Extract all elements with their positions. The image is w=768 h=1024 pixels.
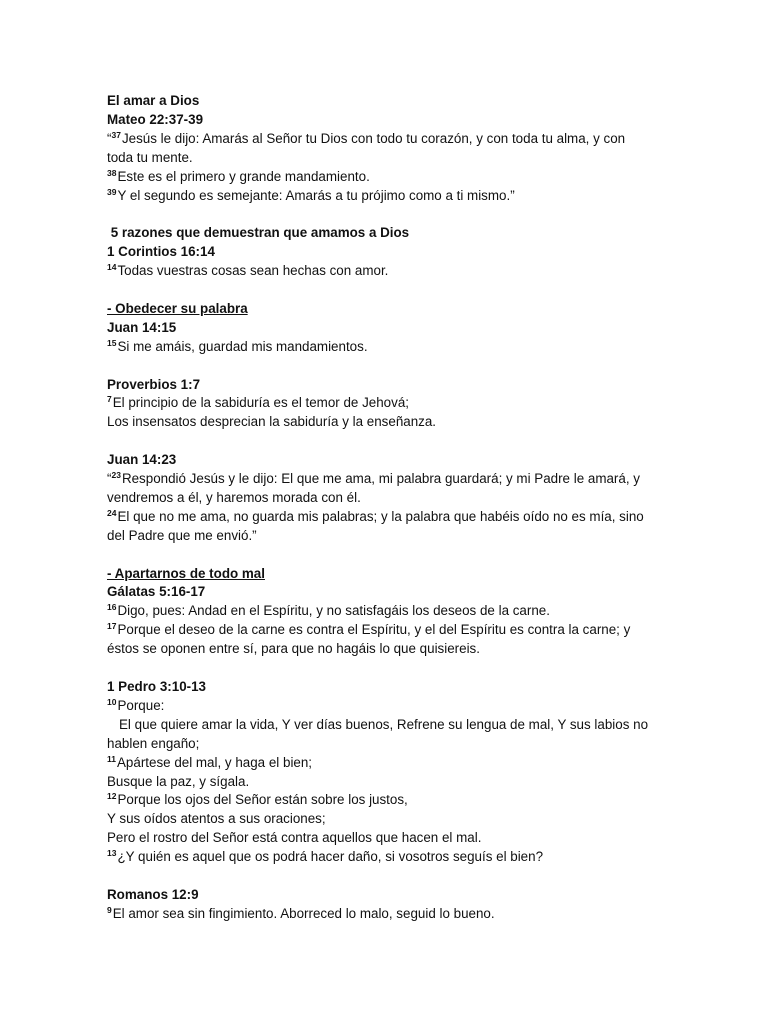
reference-mateo: Mateo 22:37-39 <box>107 111 204 127</box>
verse-j23: “$^{23}$Respondió Jesús y le dijo: El que me ama, mi palabra guardará; y mi Padre le amará, y <box>107 470 640 487</box>
verse-p7-cont: Los insensatos desprecian la sabiduría y la enseñanza. <box>107 414 437 430</box>
reference-pedro: 1 Pedro 3:10-13 <box>107 679 206 694</box>
verse-c14: $^{14}$Todas vuestras cosas sean hechas con amor. <box>107 262 389 279</box>
verse-38: $^{38}$Este es el primero y grande mandamiento. <box>107 167 370 184</box>
verse-p10-cont: El que quiere amar la vida, Y ver días buenos, Refrene su lengua de mal, Y sus labios no <box>119 716 649 732</box>
reference-proverbios: Proverbios 1:7 <box>107 376 201 392</box>
verse-g16: $^{16}$Digo, pues: Andad en el Espíritu, y no satisfagáis los deseos de la carne. <box>107 602 550 619</box>
verse-p12-cont: Y sus oídos atentos a sus oraciones; <box>107 811 326 827</box>
verse-p11: $^{11}$Apártese del mal, y haga el bien; <box>107 753 313 770</box>
verse-r9: $^9$El amor sea sin fingimiento. Aborreced lo malo, seguid lo bueno. <box>107 904 495 921</box>
verse-p13: $^{13}$¿Y quién es aquel que os podrá hacer daño, si vosotros seguís el bien? <box>107 848 544 865</box>
section-title: 5 razones que demuestran que amamos a Dios <box>107 225 410 241</box>
verse-number: 23 <box>111 470 121 481</box>
verse-number: 37 <box>111 129 121 140</box>
verse-p7: $^7$El principio de la sabiduría es el temor de Jehová; <box>107 394 409 411</box>
verse-number: 9 <box>107 904 112 915</box>
reference-juan-14-23: Juan 14:23 <box>107 452 177 468</box>
verse-j24: $^{24}$El que no me ama, no guarda mis palabras; y la palabra que habéis oído no es mía, sino <box>107 507 644 524</box>
reference-corintios: 1 Corintios 16:14 <box>107 244 215 260</box>
verse-p10-cont2: hablen engaño; <box>107 735 200 751</box>
verse-number: 17 <box>107 621 117 632</box>
verse-37-cont: toda tu mente. <box>107 149 193 165</box>
verse-number: 39 <box>107 186 117 197</box>
verse-j24-cont: del Padre que me envió.” <box>107 527 257 543</box>
reference-galatas: Gálatas 5:16-17 <box>107 584 206 600</box>
verse-g17-cont: éstos se oponen entre sí, para que no hagáis lo que quisiereis. <box>107 641 480 657</box>
verse-37: “$^{37}$Jesús le dijo: Amarás al Señor tu Dios con todo tu corazón, y con toda tu alma, y con <box>107 129 626 146</box>
verse-j23-cont: vendremos a él, y haremos morada con él. <box>107 489 361 505</box>
heading-apartarnos: - Apartarnos de todo mal <box>107 565 265 581</box>
heading-obedecer: - Obedecer su palabra <box>107 300 248 316</box>
verse-p12: $^{12}$Porque los ojos del Señor están sobre los justos, <box>107 791 408 808</box>
verse-number: 10 <box>107 696 117 707</box>
reference-romanos: Romanos 12:9 <box>107 886 199 902</box>
verse-j15: $^{15}$Si me amáis, guardad mis mandamientos. <box>107 337 368 354</box>
verse-g17: $^{17}$Porque el deseo de la carne es contra el Espíritu, y el del Espíritu es contra la carne; y <box>107 621 631 638</box>
verse-number: 7 <box>107 394 112 405</box>
verse-p10: $^{10}$Porque: <box>107 696 165 713</box>
verse-number: 12 <box>107 791 117 802</box>
verse-number: 14 <box>107 262 117 273</box>
verse-number: 15 <box>107 337 117 348</box>
verse-p11-cont: Busque la paz, y sígala. <box>107 773 250 789</box>
verse-number: 13 <box>107 848 117 859</box>
verse-number: 24 <box>107 507 117 518</box>
verse-number: 11 <box>107 753 116 764</box>
verse-39: $^{39}$Y el segundo es semejante: Amarás a tu prójimo como a ti mismo.” <box>107 186 515 203</box>
verse-p12-cont2: Pero el rostro del Señor está contra aquellos que hacen el mal. <box>107 830 482 846</box>
document-title: El amar a Dios <box>107 93 200 108</box>
verse-number: 16 <box>107 602 117 613</box>
verse-number: 38 <box>107 167 117 178</box>
reference-juan-14-15: Juan 14:15 <box>107 319 177 335</box>
